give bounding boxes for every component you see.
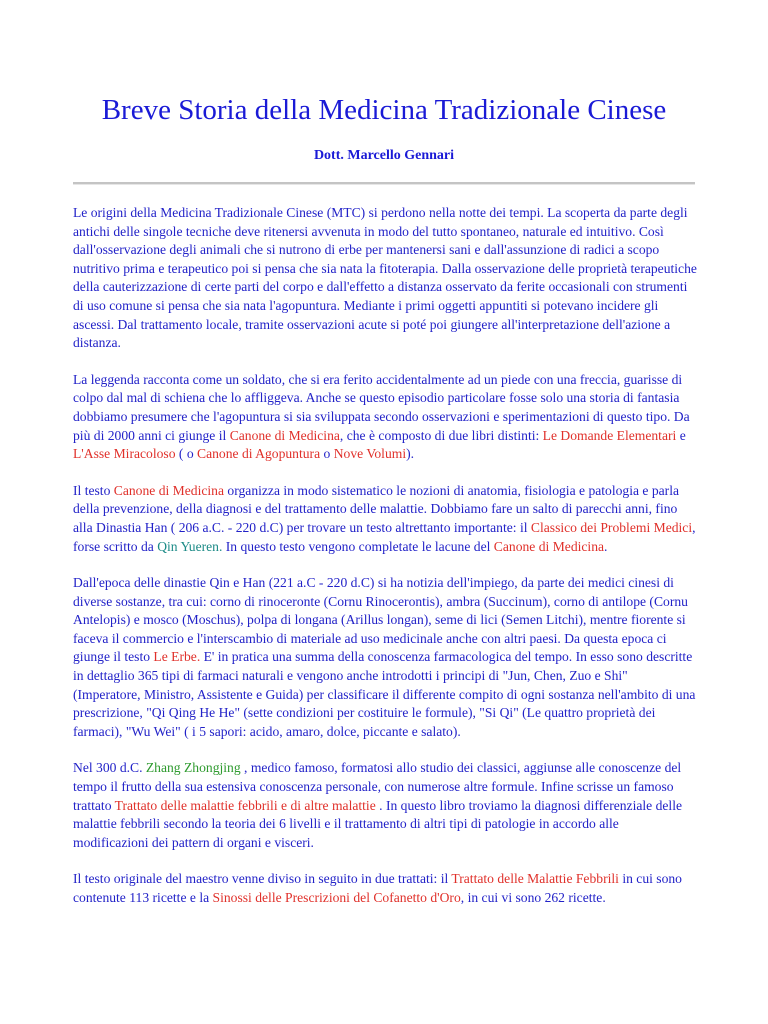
title-reference-nove-volumi: Nove Volumi: [333, 446, 407, 462]
page-title: Breve Storia della Medicina Tradizionale Cinese: [101, 94, 667, 126]
paragraph-text: Nel 300 d.C.: [73, 760, 146, 776]
paragraph-qin-han: [73, 574, 697, 741]
author-name: Dott. Marcello Gennari: [313, 148, 455, 163]
title-reference-classico-problemi-medici: Classico dei Problemi Medici: [530, 519, 693, 535]
title-reference-canone-di-medicina: Canone di Medicina: [113, 482, 225, 498]
person-reference-zhang-zhongjing: Zhang Zhongjing: [145, 760, 241, 776]
title-reference-canone-di-medicina: Canone di Medicina: [229, 427, 340, 443]
paragraph-original-text: [73, 870, 697, 907]
person-reference-qin-yueren: Qin Yueren.: [157, 538, 223, 554]
paragraph-text: Il testo: [73, 482, 114, 498]
paragraph-text: in cui sono contenute 113 ricette e la: [73, 871, 682, 905]
article-body: [73, 204, 697, 926]
paragraph-canone: [73, 482, 697, 556]
paragraph-text: Dall'epoca delle dinastie Qin e Han (221 a.C - 220 d.C) si ha notizia dell'impiego, da parte dei medici cinesi di diverse sostanze, tra cui: corno di rinoceronte (Cornu Rinocerontis), ambra (Succinum), corno di antilope (Cornu Antelopis) e mosco (Moschus), polpa di longana (Arillus longan), seme di lici (Semen Litchi), mentre fiorente si faceva il commercio e l'interscambio di materiale ad uso medicinale anche con altri paesi. Da questa epoca ci giunge il testo: [73, 575, 688, 665]
paragraph-text: ( o: [175, 446, 198, 462]
title-reference-domande-elementari: Le Domande Elementari: [542, 427, 677, 443]
paragraph-text: Il testo originale del maestro venne diviso in seguito in due trattati: il: [73, 871, 452, 887]
paragraph-zhang-zhongjing: [73, 759, 697, 852]
paragraph-text: ).: [406, 446, 415, 462]
paragraph-text: e: [676, 427, 686, 443]
horizontal-rule: [73, 182, 695, 185]
paragraph-text: Le origini della Medicina Tradizionale Cinese (MTC) si perdono nella notte dei tempi. La scoperta da parte degli antichi delle singole tecniche deve ritenersi avvenuta in modo del tutto spontaneo, naturale ed intuitivo. Così dall'osservazione degli animali che si nutrono di erbe per mantenersi sani e dall'assunzione di radici a scopo nutritivo prima e terapeutico poi si pensa che sia nata la fitoterapia. Dalla osservazione delle proprietà terapeutiche della cauterizzazione di certe parti del corpo e dall'effetto a distanza osservato da ferite occasionali con strumenti di uso comune si pensa che sia nata l'agopuntura. Mediante i primi oggetti appuntiti si potevano incidere gli ascessi. Dal trattamento locale, tramite osservazioni acute si poté poi giungere all'interpretazione dell'azione a distanza.: [73, 205, 697, 351]
paragraph-text: .: [604, 538, 608, 554]
paragraph-text: organizza in modo sistematico le nozioni di anatomia, fisiologia e patologia e parla della prevenzione, della diagnosi e del trattamento delle malattie. Dobbiamo fare un salto di parecchi anni, fino alla Dinastia Han ( 206 a.C. - 220 d.C) per trovare un testo altrettanto importante: il: [73, 482, 680, 535]
paragraph-origins: [73, 204, 697, 353]
title-reference-le-erbe: Le Erbe.: [153, 649, 201, 665]
title-reference-trattato-malattie-febbrili: Trattato delle malattie febbrili e di altre malattie: [114, 797, 376, 813]
paragraph-text: In questo testo vengono completate le lacune del: [222, 538, 494, 554]
paragraph-text: . In questo libro troviamo la diagnosi differenziale delle malattie febbrili secondo la teoria dei 6 livelli e il trattamento di altri tipi di patologie in accordo alle modificazioni dei pattern di organi e visceri.: [73, 797, 683, 850]
paragraph-text: , forse scritto da: [73, 519, 696, 554]
paragraph-text: , che è composto di due libri distinti:: [339, 427, 543, 443]
paragraph-text: E' in pratica una summa della conoscenza farmacologica del tempo. In esso sono descritte in dettaglio 365 tipi di farmaci naturali e vengono anche introdotti i principi di "Jun, Chen, Zuo e Shi" (Imperatore, Ministro, Assistente e Guida) per classificare il differente compito di ogni sostanza nell'ambito di una prescrizione, "Qi Qing He He" (sette condizioni per costituire le formule), "Si Qi" (Le quattro proprietà dei farmaci), "Wu Wei" ( i 5 sapori: acido, amaro, dolce, piccante e salato).: [73, 649, 696, 739]
title-reference-canone-di-medicina: Canone di Medicina: [493, 538, 605, 554]
paragraph-text: La leggenda racconta come un soldato, che si era ferito accidentalmente ad un piede con una freccia, guarisse di colpo dal mal di schiena che lo affliggeva. Anche se questo episodio particolare fosse solo una storia di fantasia dobbiamo presumere che l'agopuntura si sia sviluppata secondo osservazioni e sperimentazioni di questo tipo. Da più di 2000 anni ci giunge il: [73, 371, 690, 443]
paragraph-text: o: [320, 446, 334, 462]
paragraph-legend: [73, 371, 697, 464]
title-reference-canone-di-agopuntura: Canone di Agopuntura: [197, 446, 321, 462]
title-reference-asse-miracoloso: L'Asse Miracoloso: [73, 446, 176, 462]
paragraph-text: , medico famoso, formatosi allo studio dei classici, aggiunse alle conoscenze del tempo il frutto della sua estensiva conoscenza personale, con numerose altre formule. Infine scrisse un famoso trattato: [73, 760, 682, 813]
paragraph-text: , in cui vi sono 262 ricette.: [460, 890, 606, 905]
title-reference-sinossi-cofanetto-oro: Sinossi delle Prescrizioni del Cofanetto d'Oro: [212, 890, 461, 905]
title-reference-trattato-malattie-febbrili: Trattato delle Malattie Febbrili: [451, 871, 619, 887]
